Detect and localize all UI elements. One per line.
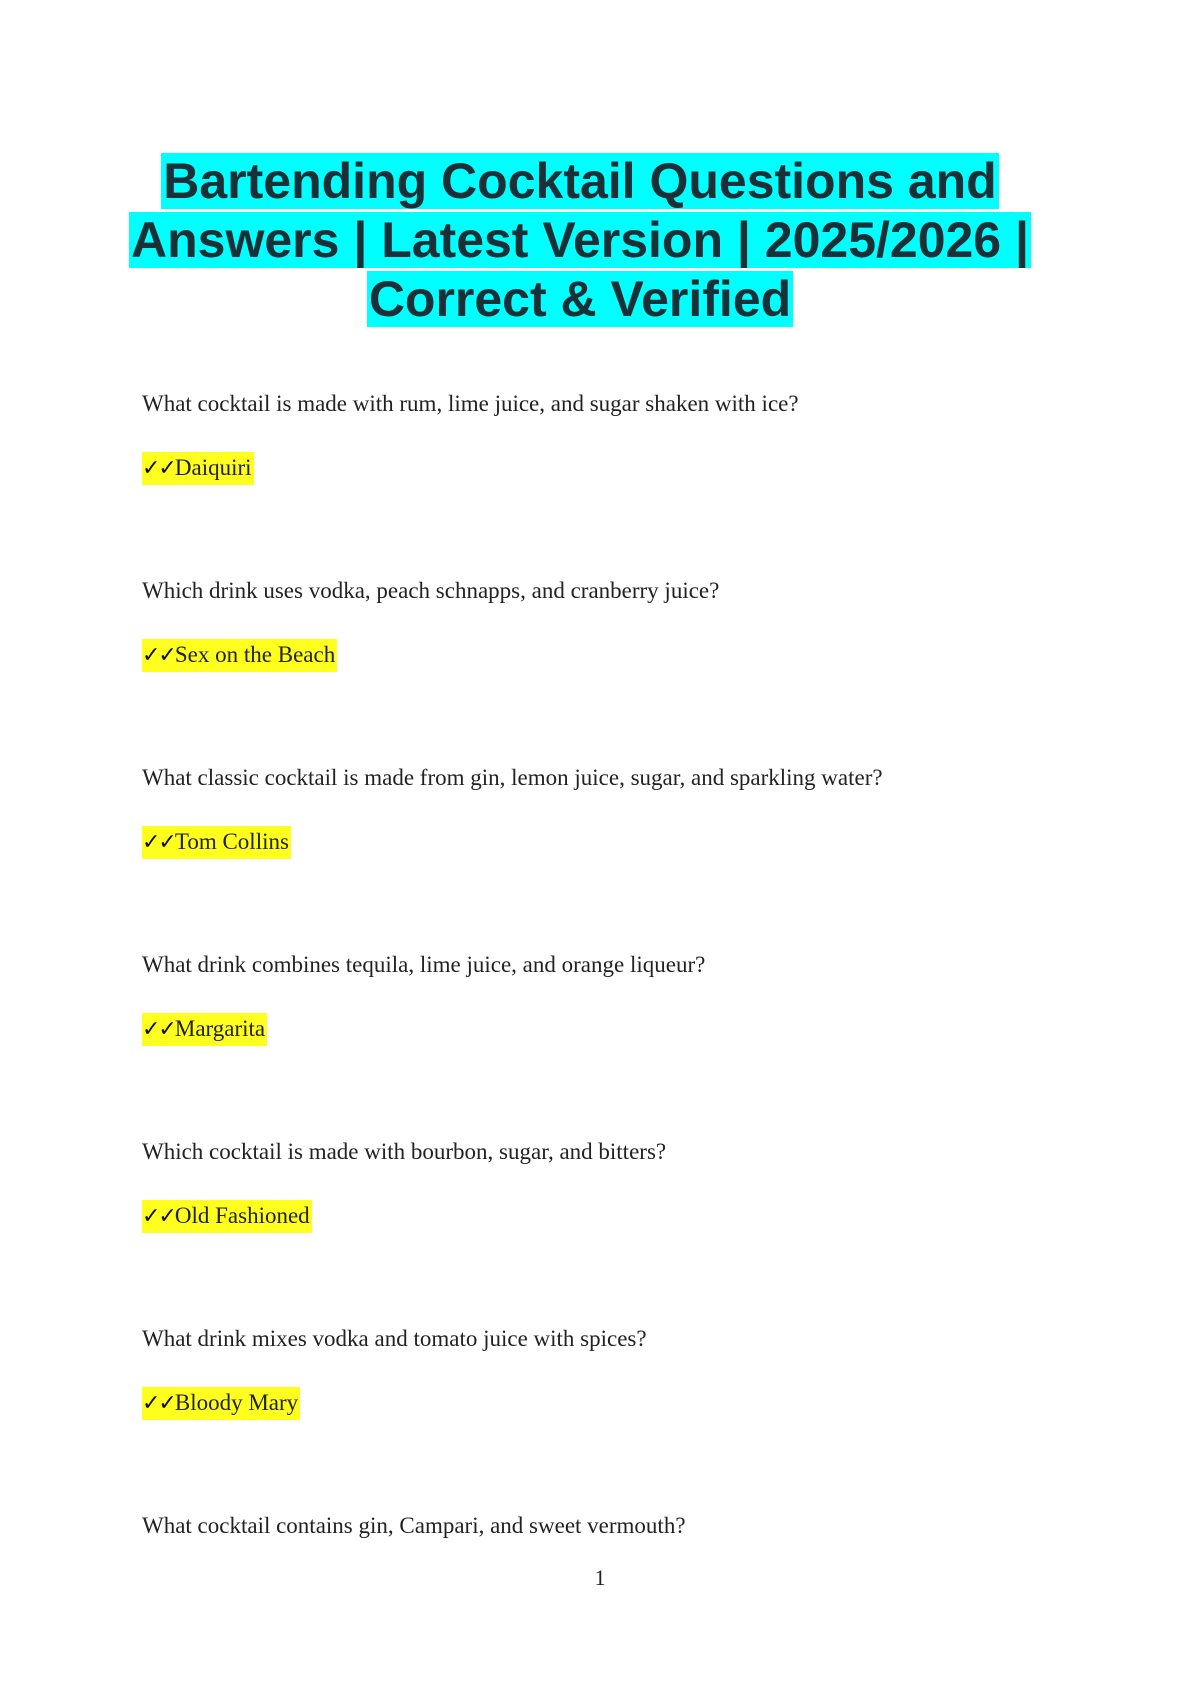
document-title <box>120 152 1040 329</box>
answer-text <box>142 826 291 859</box>
double-check-icon: ✓✓ <box>142 830 175 855</box>
answer-label: Bloody Mary <box>174 1390 299 1415</box>
double-check-icon: ✓✓ <box>142 456 175 481</box>
qa-item <box>142 1325 1042 1512</box>
title-line-1: Bartending Cocktail Questions and <box>163 153 997 209</box>
qa-item <box>142 951 1042 1138</box>
answer-label: Daiquiri <box>174 455 252 480</box>
question-text: What cocktail contains gin, Campari, and sweet vermouth? <box>142 1513 686 1538</box>
question-text: What drink combines tequila, lime juice, and orange liqueur? <box>142 952 706 977</box>
answer-text <box>142 1387 300 1420</box>
qa-item <box>142 577 1042 764</box>
answer-text <box>142 639 337 672</box>
answer-label: Old Fashioned <box>174 1203 310 1228</box>
double-check-icon: ✓✓ <box>142 1391 175 1416</box>
question-text: What classic cocktail is made from gin, lemon juice, sugar, and sparkling water? <box>142 765 883 790</box>
qa-item <box>142 390 1042 577</box>
question-text: Which drink uses vodka, peach schnapps, and cranberry juice? <box>142 578 720 603</box>
answer-label: Sex on the Beach <box>174 642 336 667</box>
qa-item <box>142 1138 1042 1325</box>
answer-text <box>142 452 254 485</box>
answer-text <box>142 1013 267 1046</box>
answer-label: Tom Collins <box>174 829 289 854</box>
title-line-2: Answers | Latest Version | 2025/2026 | <box>131 212 1029 268</box>
answer-label: Margarita <box>174 1016 266 1041</box>
qa-item <box>142 1512 1042 1699</box>
page-number: 1 <box>594 1565 606 1590</box>
double-check-icon: ✓✓ <box>142 1204 175 1229</box>
double-check-icon: ✓✓ <box>142 643 175 668</box>
qa-item <box>142 764 1042 951</box>
question-text: What cocktail is made with rum, lime juice, and sugar shaken with ice? <box>142 391 799 416</box>
answer-text <box>142 1200 312 1233</box>
title-line-3: Correct & Verified <box>368 271 792 327</box>
question-text: What drink mixes vodka and tomato juice with spices? <box>142 1326 647 1351</box>
question-text: Which cocktail is made with bourbon, sugar, and bitters? <box>142 1139 667 1164</box>
qa-list <box>142 390 1042 1699</box>
double-check-icon: ✓✓ <box>142 1017 175 1042</box>
